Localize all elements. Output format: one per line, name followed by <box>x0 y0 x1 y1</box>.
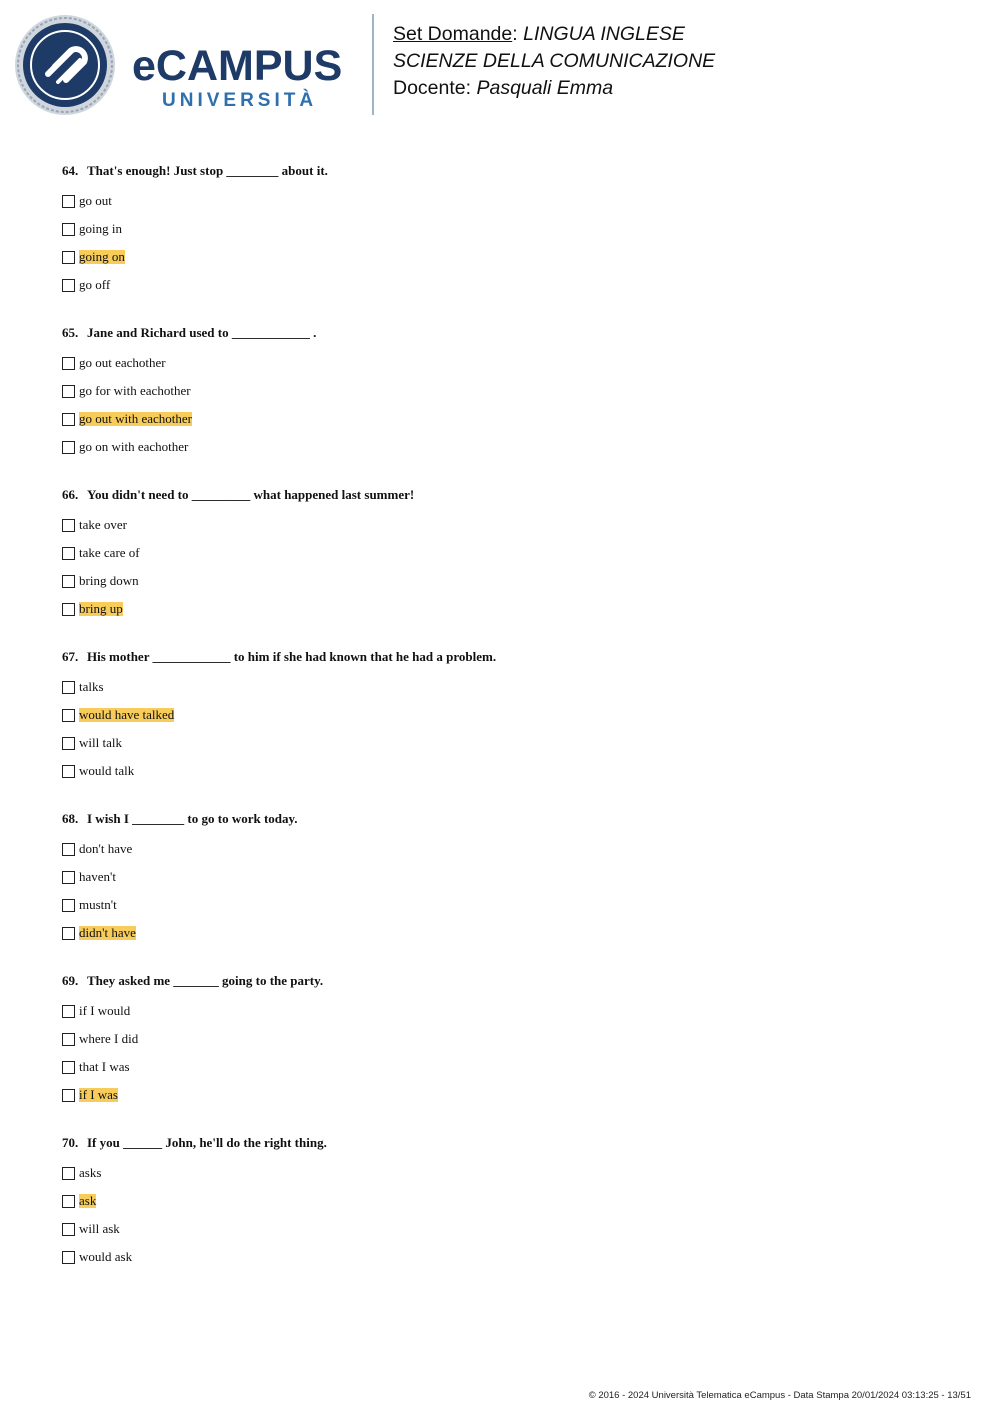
answer-option[interactable] <box>62 377 942 405</box>
answer-checkbox[interactable] <box>62 1089 75 1102</box>
answer-checkbox[interactable] <box>62 927 75 940</box>
question <box>62 323 942 461</box>
ecampus-logo-graphic <box>14 14 359 118</box>
answer-checkbox[interactable] <box>62 1061 75 1074</box>
logo-wordmark: eCAMPUS <box>132 42 343 90</box>
question-number: 70. <box>62 1135 79 1150</box>
answer-option[interactable] <box>62 1243 942 1271</box>
answer-label: would talk <box>79 763 135 778</box>
answer-option[interactable] <box>62 757 942 785</box>
correct-answer-label: go out with eachother <box>79 411 192 426</box>
answer-label: talks <box>79 679 104 694</box>
answer-label: will talk <box>79 735 122 750</box>
answer-checkbox[interactable] <box>62 843 75 856</box>
set-label: Set Domande <box>393 23 513 45</box>
answer-checkbox[interactable] <box>62 871 75 884</box>
answer-label: bring down <box>79 573 139 588</box>
answer-checkbox[interactable] <box>62 1223 75 1236</box>
question-title <box>62 323 942 343</box>
answer-label: where I did <box>79 1031 139 1046</box>
answer-label: don't have <box>79 841 133 856</box>
answer-checkbox[interactable] <box>62 357 75 370</box>
answer-checkbox[interactable] <box>62 519 75 532</box>
answer-option[interactable] <box>62 701 942 729</box>
answer-checkbox[interactable] <box>62 251 75 264</box>
question-text: Jane and Richard used to ____________ . <box>87 325 317 340</box>
answer-option[interactable] <box>62 863 942 891</box>
answer-option[interactable] <box>62 349 942 377</box>
answer-option[interactable] <box>62 405 942 433</box>
answer-checkbox[interactable] <box>62 709 75 722</box>
answer-label: would ask <box>79 1249 133 1264</box>
question-title <box>62 971 942 991</box>
question <box>62 1133 942 1271</box>
question-number: 64. <box>62 163 79 178</box>
answer-option[interactable] <box>62 511 942 539</box>
answer-option[interactable] <box>62 1187 942 1215</box>
question-text: If you ______ John, he'll do the right thing. <box>87 1135 327 1150</box>
question-number: 65. <box>62 325 79 340</box>
set-line: Set Domande: LINGUA INGLESE <box>393 23 685 45</box>
answer-label: going in <box>79 221 122 236</box>
answer-checkbox[interactable] <box>62 195 75 208</box>
teacher-name: Pasquali Emma <box>476 77 614 99</box>
question-text: I wish I ________ to go to work today. <box>87 811 298 826</box>
answer-label: asks <box>79 1165 102 1180</box>
correct-answer-label: if I was <box>79 1087 118 1102</box>
question-list <box>62 161 942 1295</box>
question-text: You didn't need to _________ what happened last summer! <box>87 487 415 502</box>
question-text: That's enough! Just stop ________ about it. <box>87 163 328 178</box>
answer-label: go for with eachother <box>79 383 191 398</box>
answer-checkbox[interactable] <box>62 1195 75 1208</box>
answer-label: mustn't <box>79 897 117 912</box>
correct-answer-label: going on <box>79 249 125 264</box>
header-divider <box>372 14 374 115</box>
answer-option[interactable] <box>62 433 942 461</box>
answer-label: will ask <box>79 1221 120 1236</box>
answer-label: haven't <box>79 869 116 884</box>
answer-option[interactable] <box>62 997 942 1025</box>
set-value: LINGUA INGLESE <box>523 23 685 45</box>
answer-checkbox[interactable] <box>62 441 75 454</box>
answer-label: go out <box>79 193 112 208</box>
course-name: SCIENZE DELLA COMUNICAZIONE <box>393 50 716 72</box>
answer-option[interactable] <box>62 1053 942 1081</box>
answer-checkbox[interactable] <box>62 681 75 694</box>
answer-checkbox[interactable] <box>62 1005 75 1018</box>
answer-checkbox[interactable] <box>62 547 75 560</box>
answer-checkbox[interactable] <box>62 575 75 588</box>
ecampus-logo <box>14 14 359 118</box>
answer-checkbox[interactable] <box>62 737 75 750</box>
answer-option[interactable] <box>62 215 942 243</box>
question <box>62 809 942 947</box>
answer-option[interactable] <box>62 835 942 863</box>
answer-option[interactable] <box>62 673 942 701</box>
answer-label: if I would <box>79 1003 131 1018</box>
question <box>62 161 942 299</box>
answer-option[interactable] <box>62 919 942 947</box>
answer-option[interactable] <box>62 595 942 623</box>
question-number: 68. <box>62 811 79 826</box>
question-title <box>62 161 942 181</box>
question-title <box>62 1133 942 1153</box>
answer-checkbox[interactable] <box>62 603 75 616</box>
answer-checkbox[interactable] <box>62 899 75 912</box>
question <box>62 485 942 623</box>
answer-label: take over <box>79 517 128 532</box>
answer-label: take care of <box>79 545 140 560</box>
correct-answer-label: would have talked <box>79 707 175 722</box>
answer-option[interactable] <box>62 567 942 595</box>
answer-label: go out eachother <box>79 355 166 370</box>
question-text: They asked me _______ going to the party. <box>87 973 324 988</box>
answer-label: that I was <box>79 1059 130 1074</box>
question <box>62 971 942 1109</box>
answer-checkbox[interactable] <box>62 1167 75 1180</box>
answer-checkbox[interactable] <box>62 413 75 426</box>
page-footer: © 2016 - 2024 Università Telematica eCampus - Data Stampa 20/01/2024 03:13:25 - 13/51 <box>588 1390 971 1401</box>
course-line <box>393 48 715 75</box>
question-text: His mother ____________ to him if she had known that he had a problem. <box>87 649 497 664</box>
answer-option[interactable] <box>62 1025 942 1053</box>
correct-answer-label: bring up <box>79 601 123 616</box>
answer-checkbox[interactable] <box>62 385 75 398</box>
teacher-label: Docente: <box>393 77 472 99</box>
question-title <box>62 485 942 505</box>
answer-checkbox[interactable] <box>62 1033 75 1046</box>
answer-label: go off <box>79 277 111 292</box>
answer-option[interactable] <box>62 891 942 919</box>
answer-checkbox[interactable] <box>62 1251 75 1264</box>
question-title <box>62 647 942 667</box>
answer-checkbox[interactable] <box>62 765 75 778</box>
question-title <box>62 809 942 829</box>
question-number: 66. <box>62 487 79 502</box>
teacher-line <box>393 75 715 102</box>
answer-option[interactable] <box>62 271 942 299</box>
answer-option[interactable] <box>62 243 942 271</box>
logo-subtext: UNIVERSITÀ <box>162 90 318 111</box>
answer-option[interactable] <box>62 1081 942 1109</box>
answer-option[interactable] <box>62 539 942 567</box>
answer-checkbox[interactable] <box>62 223 75 236</box>
question-number: 69. <box>62 973 79 988</box>
question <box>62 647 942 785</box>
document-header <box>393 21 715 102</box>
answer-option[interactable] <box>62 187 942 215</box>
answer-label: go on with eachother <box>79 439 189 454</box>
question-number: 67. <box>62 649 79 664</box>
answer-option[interactable] <box>62 1215 942 1243</box>
answer-checkbox[interactable] <box>62 279 75 292</box>
answer-option[interactable] <box>62 729 942 757</box>
correct-answer-label: didn't have <box>79 925 136 940</box>
answer-option[interactable] <box>62 1159 942 1187</box>
correct-answer-label: ask <box>79 1193 97 1208</box>
